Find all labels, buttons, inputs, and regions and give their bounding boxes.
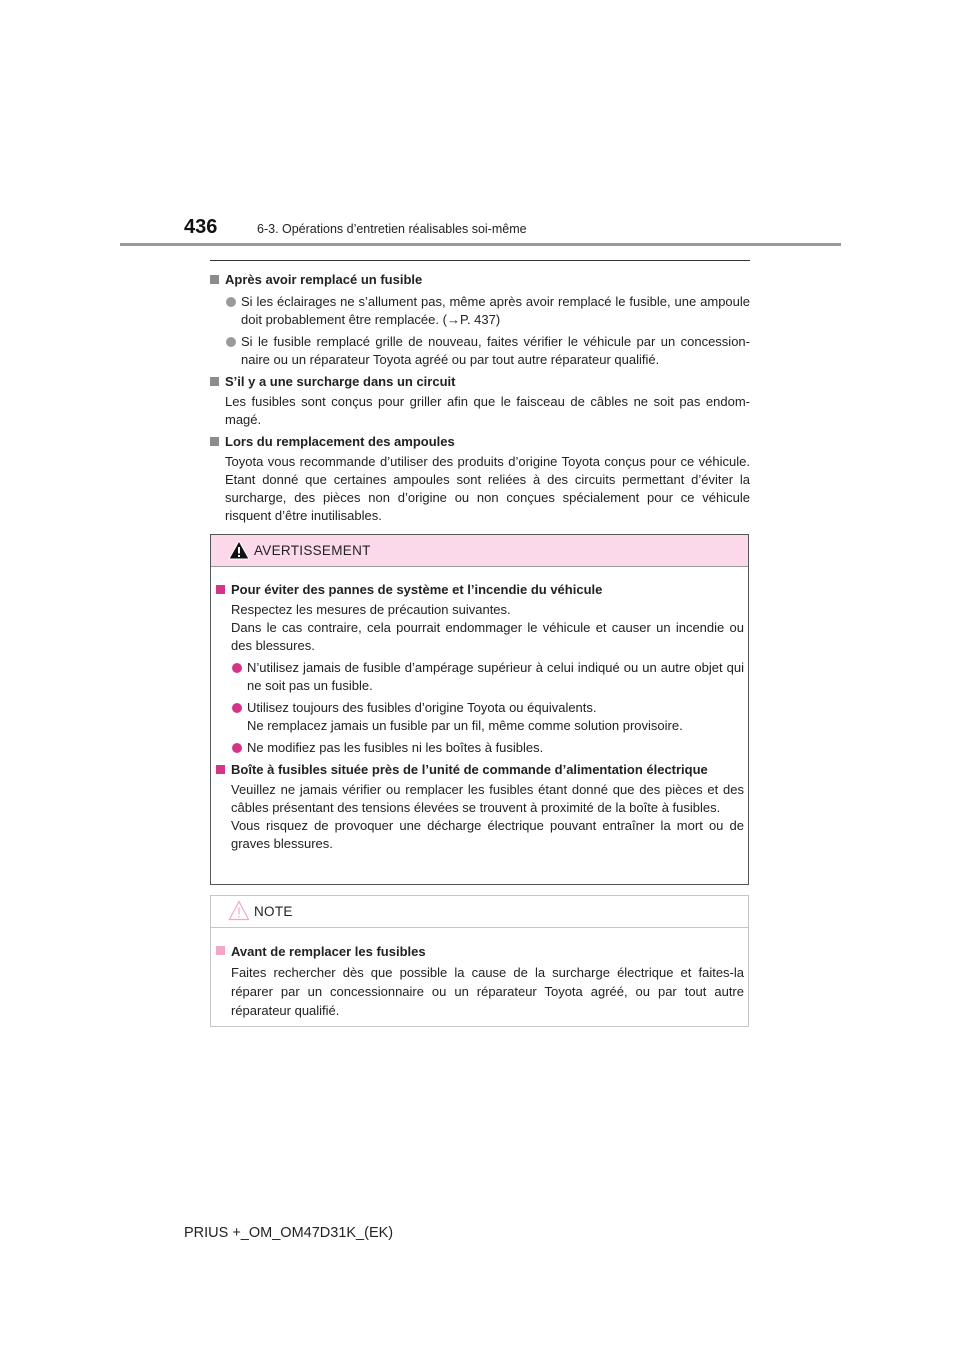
warning-triangle-icon (228, 540, 250, 560)
square-bullet-icon (210, 377, 219, 386)
square-bullet-icon (216, 946, 225, 955)
square-bullet-icon (210, 275, 219, 284)
paragraph: Veuillez ne jamais vérifier ou remplacer les fusibles étant donné que des pièces et des câbles présentant des tensions élevées se trouvent à proximité de la boîte à fusibles. Vous risquez de provoquer une décharge électrique pouvant entraîner la mort ou de graves blessures. (231, 782, 744, 851)
square-bullet-icon (210, 437, 219, 446)
round-bullet-icon (232, 663, 242, 673)
section-heading: Après avoir remplacé un fusible (210, 271, 750, 289)
warning-header (211, 535, 748, 567)
header-divider (120, 243, 841, 246)
square-bullet-icon (216, 585, 225, 594)
list-item: Utilisez toujours des fusibles d’origine Toyota ou équivalents. Ne remplacez jamais un fusible par un fil, même comme solution provisoire. (216, 699, 744, 735)
paragraph: Les fusibles sont conçus pour griller afin que le faisceau de câbles ne soit pas endommagé. (225, 394, 750, 427)
list-item: Ne modifiez pas les fusibles ni les boîtes à fusibles. (216, 739, 744, 757)
paragraph: Faites rechercher dès que possible la cause de la surcharge électrique et faites-la réparer par un concessionnaire ou un réparateur Toyota agréé, ou par tout autre réparateur qualifié. (231, 965, 744, 1018)
main-content (210, 267, 750, 525)
warning-heading: Boîte à fusibles située près de l’unité de commande d’alimentation électrique (216, 761, 744, 779)
page-number: 436 (184, 216, 218, 238)
warning-body (216, 577, 744, 853)
note-heading: Avant de remplacer les fusibles (216, 942, 744, 961)
paragraph: Toyota vous recommande d’utiliser des produits d’origine Toyota conçus pour ce véhicule. Etant donné que certaines ampoules sont reliées à des circuits permettant d’éviter la surcharge, des pièces non d’origine ou non conçues spécialement pour ce véhicule risquent d’être inutilisables. (225, 454, 750, 523)
list-item: Si les éclairages ne s’allument pas, même après avoir remplacé le fusible, une ampoule doit probablement être remplacée. (→P. 437) (210, 293, 750, 329)
section-title: 6-3. Opérations d’entretien réalisables soi-même (257, 222, 527, 236)
paragraph: Respectez les mesures de précaution suivantes. Dans le cas contraire, cela pourrait endommager le véhicule et causer un incendie ou des blessures. (231, 602, 744, 653)
caution-triangle-outline-icon (228, 900, 250, 921)
note-title: NOTE (254, 904, 293, 919)
round-bullet-icon (226, 297, 236, 307)
round-bullet-icon (232, 703, 242, 713)
document-code: PRIUS +_OM_OM47D31K_(EK) (184, 1225, 394, 1241)
section-heading: S’il y a une surcharge dans un circuit (210, 373, 750, 391)
section-heading: Lors du remplacement des ampoules (210, 433, 750, 451)
list-item: Si le fusible remplacé grille de nouveau, faites vérifier le véhicule par un concessionnaire ou un réparateur Toyota agréé ou par tout autre réparateur qualifié. (210, 333, 750, 369)
warning-heading: Pour éviter des pannes de système et l’incendie du véhicule (216, 581, 744, 599)
round-bullet-icon (232, 743, 242, 753)
note-box (210, 895, 749, 1027)
warning-title: AVERTISSEMENT (254, 543, 371, 558)
content-divider (210, 260, 750, 261)
warning-box (210, 534, 749, 885)
round-bullet-icon (226, 337, 236, 347)
list-item: N’utilisez jamais de fusible d’ampérage supérieur à celui indiqué ou un autre objet qui ne soit pas un fusible. (216, 659, 744, 695)
square-bullet-icon (216, 765, 225, 774)
note-header (211, 896, 748, 928)
note-body (216, 938, 744, 1020)
